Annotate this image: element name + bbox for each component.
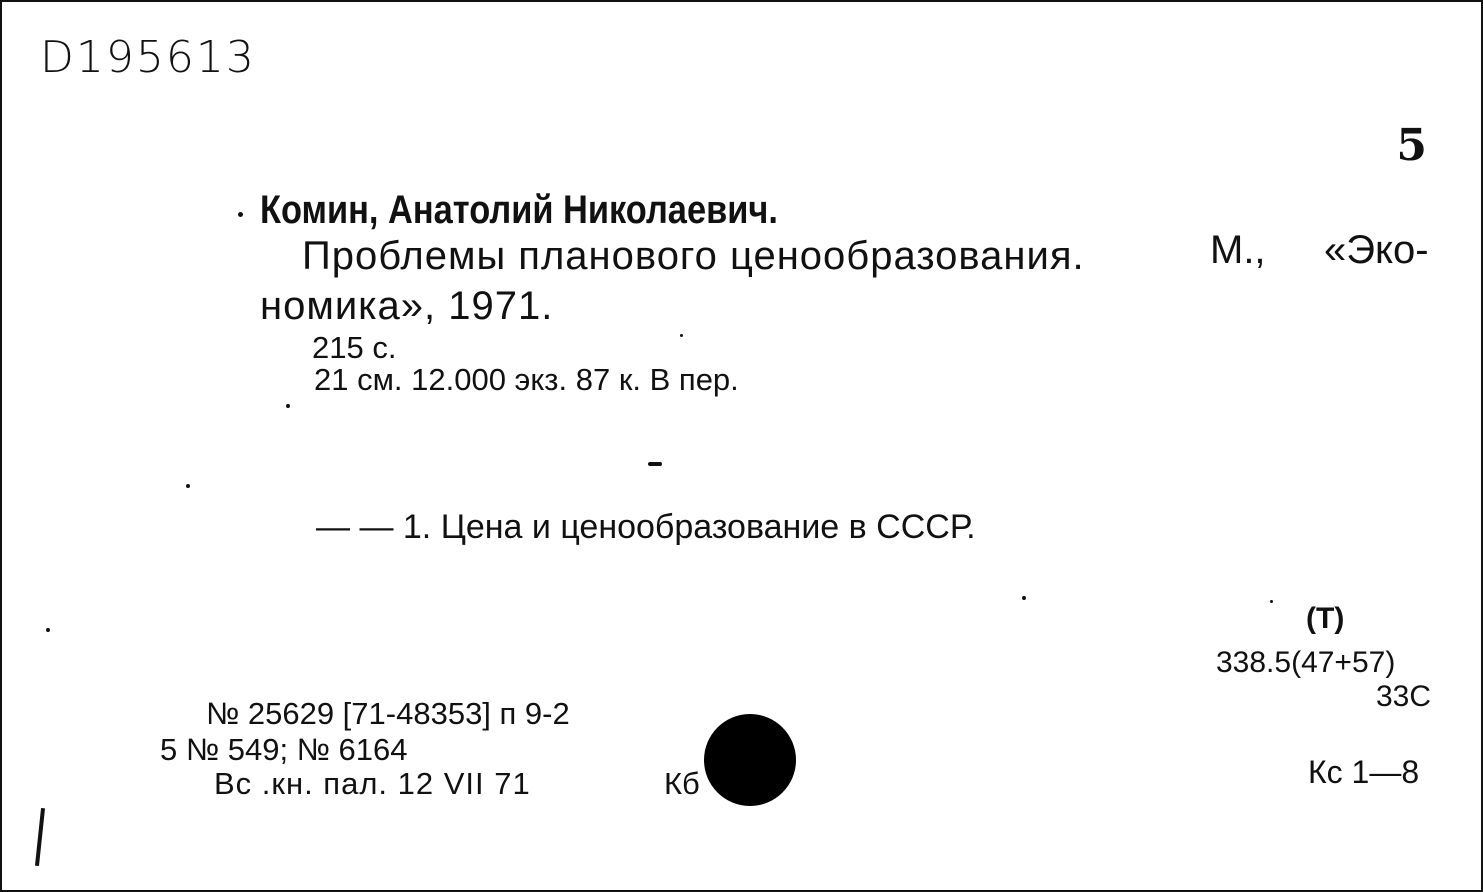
publisher-start: «Эко- [1324, 228, 1429, 272]
ink-speck [46, 628, 50, 632]
author-sign: 33С [1376, 680, 1432, 713]
author-heading: Комин, Анатолий Николаевич. [260, 188, 778, 232]
punch-hole [704, 714, 796, 806]
ink-speck [648, 462, 662, 466]
classification-mark: (Т) [1306, 602, 1345, 635]
ink-speck [680, 334, 683, 337]
kc-mark: Кс 1—8 [1308, 754, 1420, 790]
handwritten-id: D195613 [40, 32, 256, 83]
card-number: 5 [1396, 120, 1427, 171]
title-line-1: Проблемы планового ценообразования. [302, 234, 1085, 278]
order-number: № 25629 [71-48353] п 9-2 [206, 696, 570, 731]
subject-heading: — — 1. Цена и ценообразование в СССР. [316, 508, 976, 546]
chamber-note: Вс .кн. пал. 12 VII 71 [214, 766, 531, 801]
ink-speck [186, 484, 190, 488]
ink-speck [238, 212, 243, 217]
publication-place: М., [1210, 228, 1266, 272]
pen-stroke [35, 808, 45, 866]
classification-code: 338.5(47+57) [1216, 646, 1396, 679]
ink-speck [1022, 596, 1026, 600]
ink-speck [286, 404, 290, 408]
title-line-2: номика», 1971. [260, 284, 554, 328]
order-refs: 5 № 549; № 6164 [160, 732, 408, 767]
format-edition-price: 21 см. 12.000 экз. 87 к. В пер. [314, 362, 739, 397]
pages-count: 215 с. [312, 330, 397, 365]
kb-mark: Кб [664, 766, 700, 801]
ink-speck [1270, 600, 1273, 603]
